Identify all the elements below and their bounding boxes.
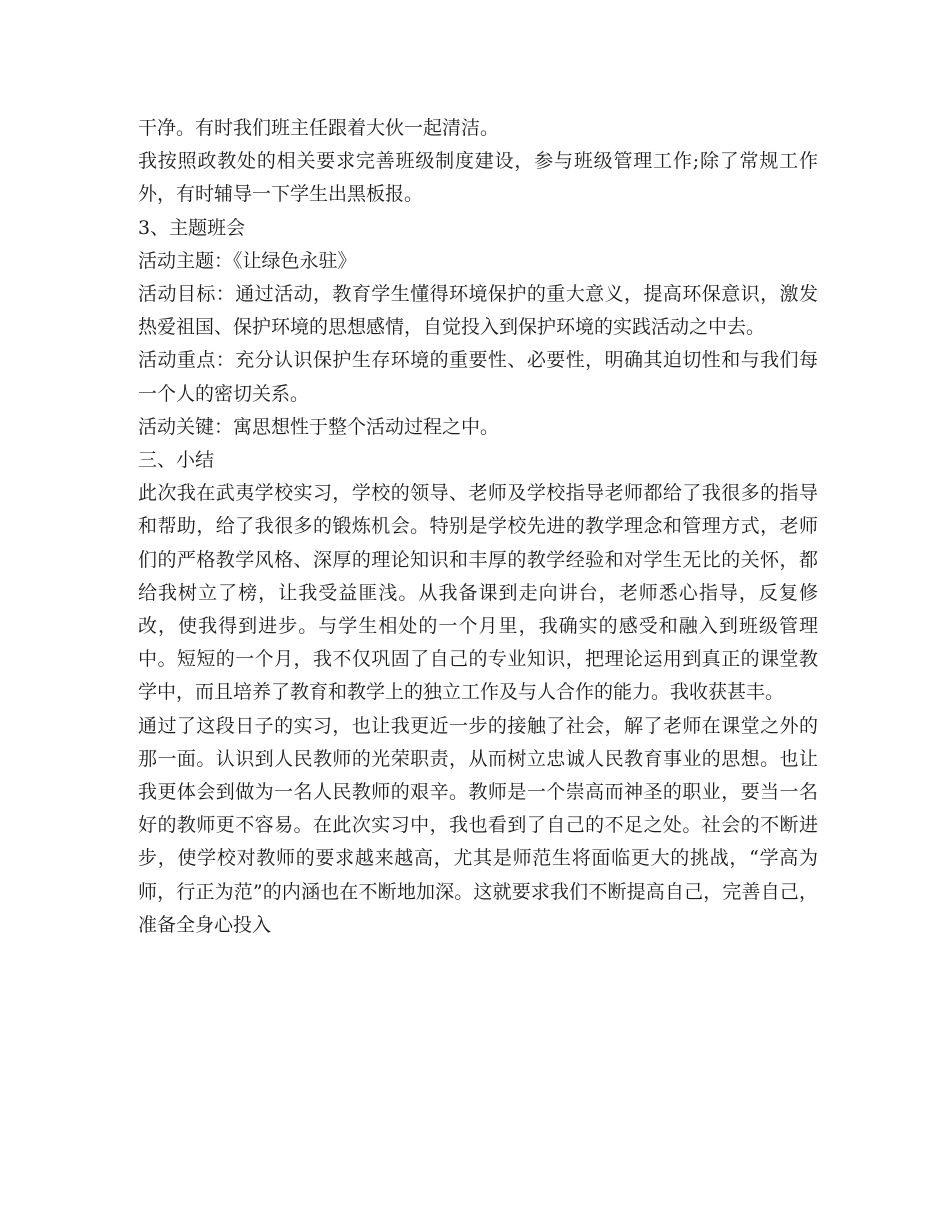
activity-goal: 活动目标：通过活动，教育学生懂得环境保护的重大意义，提高环保意识，激发热爱祖国、保护环境的思想感情，自觉投入到保护环境的实践活动之中去。: [138, 283, 818, 339]
paragraph-summary-reflection: 通过了这段日子的实习，也让我更近一步的接触了社会，解了老师在课堂之外的那一面。认识到人民教师的光荣职责，从而树立忠诚人民教育事业的思想。也让我更体会到做为一名人民教师的艰辛。教师是一个崇高而神圣的职业，要当一名好的教师更不容易。在此次实习中，我也看到了自己的不足之处。社会的不断进步，使学校对教师的要求越来越高，尤其是师范生将面临更大的挑战，“学高为师，行正为范”的内涵也在不断地加深。这就要求我们不断提高自己，完善自己，准备全身心投入: [138, 714, 818, 936]
paragraph-summary-internship: 此次我在武夷学校实习，学校的领导、老师及学校指导老师都给了我很多的指导和帮助，给了我很多的锻炼机会。特别是学校先进的教学理念和管理方式，老师们的严格教学风格、深厚的理论知识和丰厚的教学经验和对学生无比的关怀，都给我树立了榜，让我受益匪浅。从我备课到走向讲台，老师悉心指导，反复修改，使我得到进步。与学生相处的一个月里，我确实的感受和融入到班级管理中。短短的一个月，我不仅巩固了自己的专业知识，把理论运用到真正的课堂教学中，而且培养了教育和教学上的独立工作及与人合作的能力。我收获甚丰。: [138, 482, 818, 704]
document-body: [138, 112, 818, 942]
heading-summary: 三、小结: [138, 449, 215, 472]
heading-theme-class-meeting: 3、主题班会: [138, 216, 246, 239]
activity-key: 活动关键：寓思想性于整个活动过程之中。: [138, 415, 500, 438]
activity-theme: 活动主题：《让绿色永驻》: [138, 249, 357, 272]
paragraph-continuation: 干净。有时我们班主任跟着大伙一起清洁。: [138, 117, 500, 139]
activity-focus: 活动重点：充分认识保护生存环境的重要性、必要性，明确其迫切性和与我们每一个人的密切关系。: [138, 349, 818, 405]
paragraph-class-management: 我按照政教处的相关要求完善班级制度建设，参与班级管理工作;除了常规工作外，有时辅导一下学生出黑板报。: [138, 150, 818, 206]
